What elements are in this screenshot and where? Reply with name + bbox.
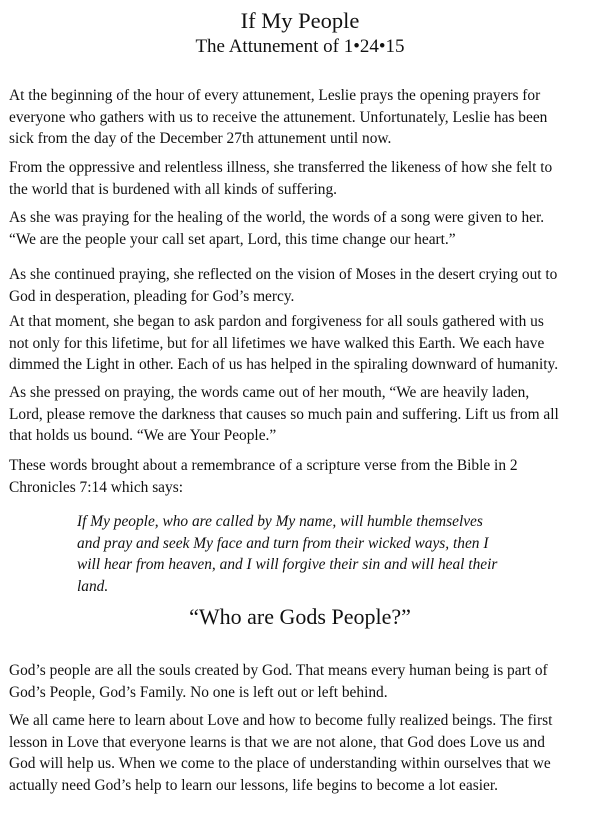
paragraph: As she pressed on praying, the words came out of her mouth, “We are heavily laden, Lord, please remove the darkness that causes so much pain and suffering. Lift us from all that holds us bound. “We are Your People.” bbox=[9, 384, 559, 444]
paragraph: As she continued praying, she reflected on the vision of Moses in the desert crying out to God in desperation, pleading for God’s mercy. bbox=[9, 266, 558, 305]
paragraph: We all came here to learn about Love and how to become fully realized beings. The first lesson in Love that everyone learns is that we are not alone, that God does Love us and God will help us. When we come to the place of understanding within ourselves that we actually need God’s help to learn our lessons, life begins to become a lot easier. bbox=[9, 712, 553, 794]
paragraph: From the oppressive and relentless illness, she transferred the likeness of how she felt to the world that is burdened with all kinds of suffering. bbox=[9, 159, 553, 198]
page-title: If My People bbox=[240, 8, 360, 33]
paragraph: These words brought about a remembrance of a scripture verse from the Bible in 2 Chronicles 7:14 which says: bbox=[9, 457, 518, 496]
page-subtitle: The Attunement of 1•24•15 bbox=[195, 36, 405, 57]
paragraph: As she was praying for the healing of the world, the words of a song were given to her. “We are the people your call set apart, Lord, this time change our heart.” bbox=[9, 209, 545, 248]
paragraph: God’s people are all the souls created by God. That means every human being is part of God’s People, God’s Family. No one is left out or left behind. bbox=[9, 662, 548, 701]
scripture-quote: If My people, who are called by My name, will humble themselves and pray and seek My face and turn from their wicked ways, then I will hear from heaven, and I will forgive their sin and will heal their land. bbox=[77, 513, 498, 595]
paragraph: At that moment, she began to ask pardon and forgiveness for all souls gathered with us not only for this lifetime, but for all lifetimes we have walked this Earth. We each have dimmed the Light in other. Each of us has helped in the spiraling downward of humanity. bbox=[9, 313, 559, 373]
section-heading: “Who are Gods People?” bbox=[189, 604, 411, 629]
paragraph: At the beginning of the hour of every attunement, Leslie prays the opening prayers for everyone who gathers with us to receive the attunement. Unfortunately, Leslie has been sick from the day of the December 27th attunement until now. bbox=[9, 87, 548, 147]
